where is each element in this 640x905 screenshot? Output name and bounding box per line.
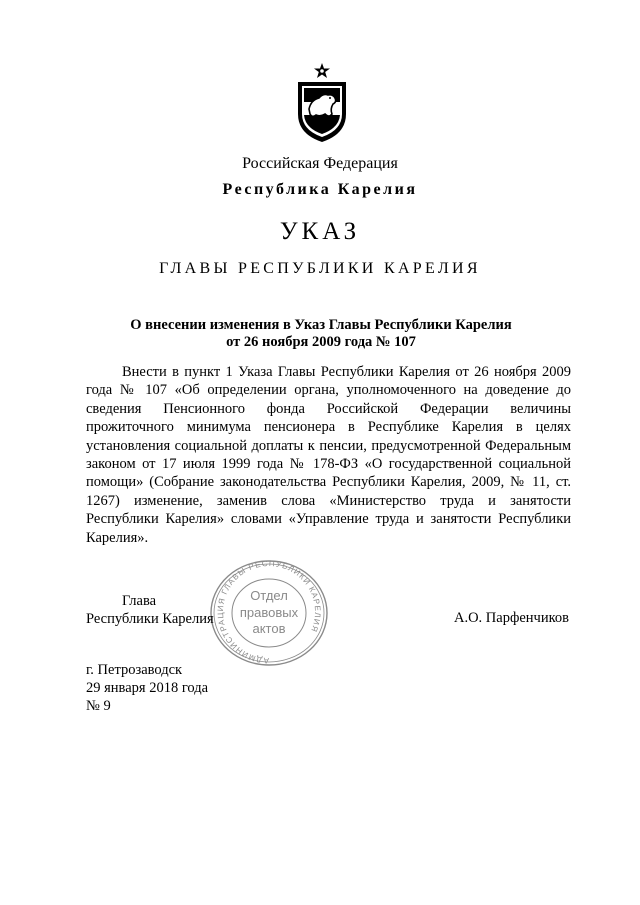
decree-number: № 9 (86, 698, 111, 714)
signatory-title (86, 592, 214, 628)
place-and-date (86, 661, 208, 715)
subject-line-1: О внесении изменения в Указ Главы Республики Карелия (130, 317, 512, 333)
document-type: УКАЗ (279, 218, 361, 245)
country-name: Российская Федерация (242, 155, 398, 172)
republic-name: Республика Карелия (222, 181, 418, 198)
signatory-title-line-2: Республики Карелия (86, 611, 214, 627)
stamp-center-line-1: Отдел (250, 588, 288, 603)
official-stamp (208, 558, 330, 668)
stamp-ring-text: АДМИНИСТРАЦИЯ ГЛАВЫ РЕСПУБЛИКИ КАРЕЛИЯ (215, 558, 323, 666)
decree-subject (86, 317, 556, 351)
city: г. Петрозаводск (86, 662, 183, 678)
karelia-coat-of-arms-icon (293, 62, 351, 144)
decree-body: Внести в пункт 1 Указа Главы Республики Карелия от 26 ноября 2009 года № 107 «Об определении органа, уполномоченного на доведение до сведения Пенсионного фонда Российской Федерации величины прожиточного минимума пенсионера в Республике Карелия в целях установления социальной доплаты к пенсии, предусмотренной Федеральным законом от 17 июля 1999 года № 178-ФЗ «О государственной социальной помощи» (Собрание законодательства Республики Карелия, 2009, № 11, ст. 1267) изменение, заменив слова «Министерство труда и занятости Республики Карелия» словами «Управление труда и занятости Республики Карелия». (86, 364, 571, 546)
decree-date: 29 января 2018 года (86, 680, 209, 696)
document-issuer: ГЛАВЫ РЕСПУБЛИКИ КАРЕЛИЯ (159, 260, 481, 277)
signatory-name: А.О. Парфенчиков (453, 610, 569, 626)
signatory-title-line-1: Глава (122, 593, 157, 609)
stamp-center-line-3: актов (252, 621, 286, 636)
subject-line-2: от 26 ноября 2009 года № 107 (226, 334, 416, 350)
stamp-center-line-2: правовых (239, 605, 299, 620)
